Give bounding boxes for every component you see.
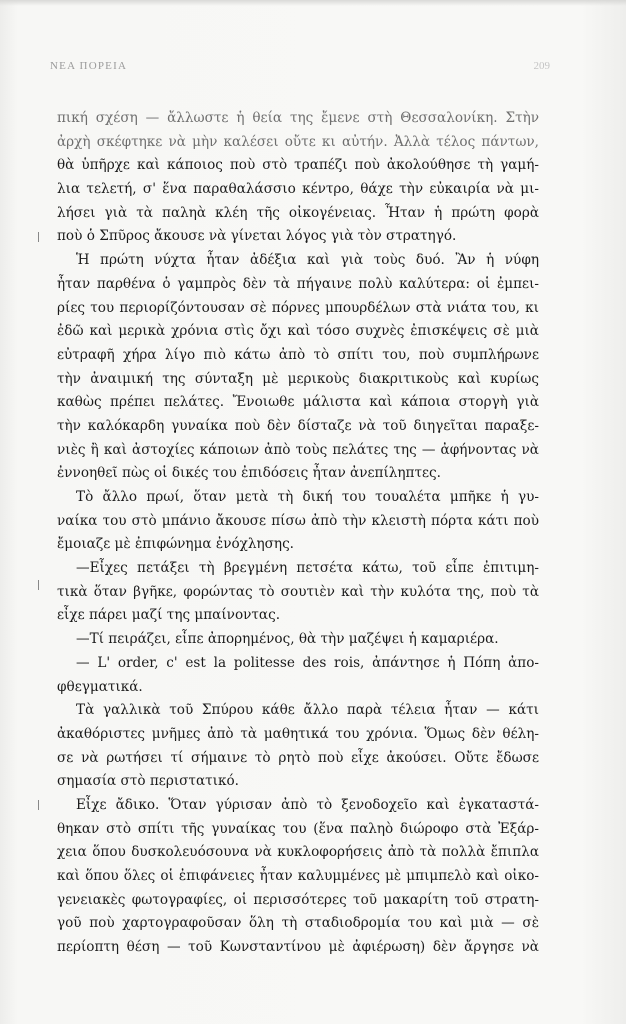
text-line: ποὺ ὁ Σπῦρος ἄκουσε νὰ γίνεται λόγος γιὰ τὸν στρατηγό.: [57, 228, 457, 245]
text-line: εἶχε πάρει μαζί της μπαίνοντας.: [57, 607, 281, 624]
text-line: ἀκαθόριστες μνῆμες ἀπὸ τὰ μαθητικά του χρόνια. Ὅμως δὲν θέλη-: [57, 725, 539, 742]
text-line: ἦταν παρθένα ὁ γαμπρὸς δὲν τὰ πήγαινε πολὺ καλύτερα: οἱ ἐμπει-: [57, 275, 539, 292]
text-line: θηκαν στὸ σπίτι τῆς γυναίκας του (ἕνα παληὸ διώροφο στὰ Ἐξάρ-: [57, 820, 539, 837]
text-line: —Τί πειράζει, εἶπε ἀπορημένος, θὰ τὴν μαζέψει ἡ καμαριέρα.: [76, 631, 499, 648]
text-line: περίοπτη θέση — τοῦ Κωνσταντίνου μὲ ἀφιέρωση) δὲν ἄργησε νὰ: [57, 939, 539, 956]
text-line: καὶ ὅπου ὅλες οἱ ἐπιφάνειες ἦταν καλυμμένες μὲ μπιμπελὸ καὶ οἰκο-: [57, 868, 539, 884]
text-line: ἐννοηθεῖ πὼς οἱ δικές του ἐπιδόσεις ἦταν ἀνεπίληπτες.: [57, 465, 441, 482]
text-line: Τὸ ἄλλο πρωί, ὅταν μετὰ τὴ δική του τουαλέτα μπῆκε ἡ γυ-: [76, 489, 539, 505]
text-line: σε νὰ ρωτήσει τί σήμαινε τὸ ρητὸ ποὺ εἶχε ἀκούσει. Οὔτε ἔδωσε: [57, 749, 539, 766]
text-line: ναίκα του στὸ μπάνιο ἄκουσε πίσω ἀπὸ τὴν κλειστὴ πόρτα κάτι ποὺ: [57, 512, 539, 529]
text-line: Τὰ γαλλικὰ τοῦ Σπύρου κάθε ἄλλο παρὰ τέλεια ἦταν — κάτι: [76, 702, 539, 719]
text-line: τὴν ἀναιμική της σύνταξη μὲ μερικοὺς διακριτικοὺς καὶ κυρίως: [57, 370, 539, 387]
text-line: τικὰ ὅταν βγῆκε, φορώντας τὸ σουτιὲν καὶ τὴν κυλότα της, ποὺ τὰ: [57, 583, 539, 600]
text-line: καθὼς πρέπει πελάτες. Ἔνοιωθε μάλιστα καὶ κάποια στοργὴ γιὰ: [57, 394, 539, 411]
page-top-edge: [0, 0, 626, 6]
text-line: γενειακὲς φωτογραφίες, οἱ περισσότερες τοῦ μακαρίτη τοῦ στρατη-: [57, 891, 539, 908]
text-line: νιὲς ἢ καὶ ἀστοχίες κάποιων ἀπὸ τοὺς πελάτες της — ἀφήνοντας νὰ: [57, 441, 539, 458]
text-line: τὴν καλόκαρδη γυναίκα ποὺ δὲν δίσταζε νὰ τοῦ διηγεῖται παραξε-: [57, 417, 539, 434]
text-line: — L' order, c' est la politesse des rois, ἀπάντησε ἡ Πόπη ἀπο-: [76, 654, 539, 671]
text-line: Ἡ πρώτη νύχτα ἦταν ἀδέξια καὶ γιὰ τοὺς δυό. Ἂν ἡ νύφη: [76, 252, 539, 269]
page-number: 209: [533, 60, 550, 72]
margin-mark: [38, 800, 39, 810]
text-line: σημασία στὸ περιστατικό.: [57, 773, 239, 790]
text-line: λήσει γιὰ τὰ παληὰ κλέη τῆς οἰκογένειας. Ἦταν ἡ πρώτη φορὰ: [57, 204, 539, 221]
text-line: ἐδῶ καὶ μερικὰ χρόνια στὶς ὄχι καὶ τόσο συχνὲς ἐπισκέψεις σὲ μιὰ: [57, 323, 539, 340]
text-line: θὰ ὑπῆρχε καὶ κάποιος ποὺ στὸ τραπέζι ποὺ ἀκολούθησε τὴ γαμή-: [57, 157, 539, 174]
page-header: [50, 60, 550, 80]
text-line: φθεγματικά.: [57, 678, 143, 695]
running-head: ΝΕΑ ΠΟΡΕΙΑ: [50, 60, 128, 72]
text-line: γοῦ ποὺ χαρτογραφοῦσαν ὅλη τὴ σταδιοδρομία του καὶ μιὰ — σὲ: [57, 915, 539, 932]
text-line: πική σχέση — ἄλλωστε ἡ θεία της ἔμενε στὴ Θεσσαλονίκη. Στὴν: [57, 110, 539, 126]
text-line: λια τελετή, σ' ἕνα παραθαλάσσιο κέντρο, θάχε τὴν εὐκαιρία νὰ μι-: [57, 181, 539, 198]
text-line: ἔμοιαζε μὲ ἐπιφώνημα ἐνόχλησης.: [57, 536, 295, 553]
text-line: —Εἶχες πετάξει τὴ βρεγμένη πετσέτα κάτω, τοῦ εἶπε ἐπιτιμη-: [76, 560, 539, 577]
body-text: [57, 107, 539, 960]
text-line: χεια ὅπου δυσκολευόσουνα νὰ κυκλοφορήσεις ἀπὸ τὰ πολλὰ ἔπιπλα: [57, 844, 539, 861]
margin-mark: [38, 232, 39, 242]
text-line: Εἶχε ἄδικο. Ὅταν γύρισαν ἀπὸ τὸ ξενοδοχεῖο καὶ ἐγκαταστά-: [76, 796, 539, 813]
text-line: ρίες του περιορίζόντουσαν σὲ πόρνες μπουρδέλων στὰ νιάτα του, κι: [57, 299, 539, 316]
text-line: ἀρχὴ σκέφτηκε νὰ μὴν καλέσει οὔτε κι αὐτήν. Ἀλλὰ τέλος πάντων,: [57, 133, 539, 150]
margin-mark: [38, 580, 39, 590]
text-line: εὐτραφῆ χήρα λίγο πιὸ κάτω ἀπὸ τὸ σπίτι του, ποὺ συμπλήρωνε: [57, 346, 539, 363]
